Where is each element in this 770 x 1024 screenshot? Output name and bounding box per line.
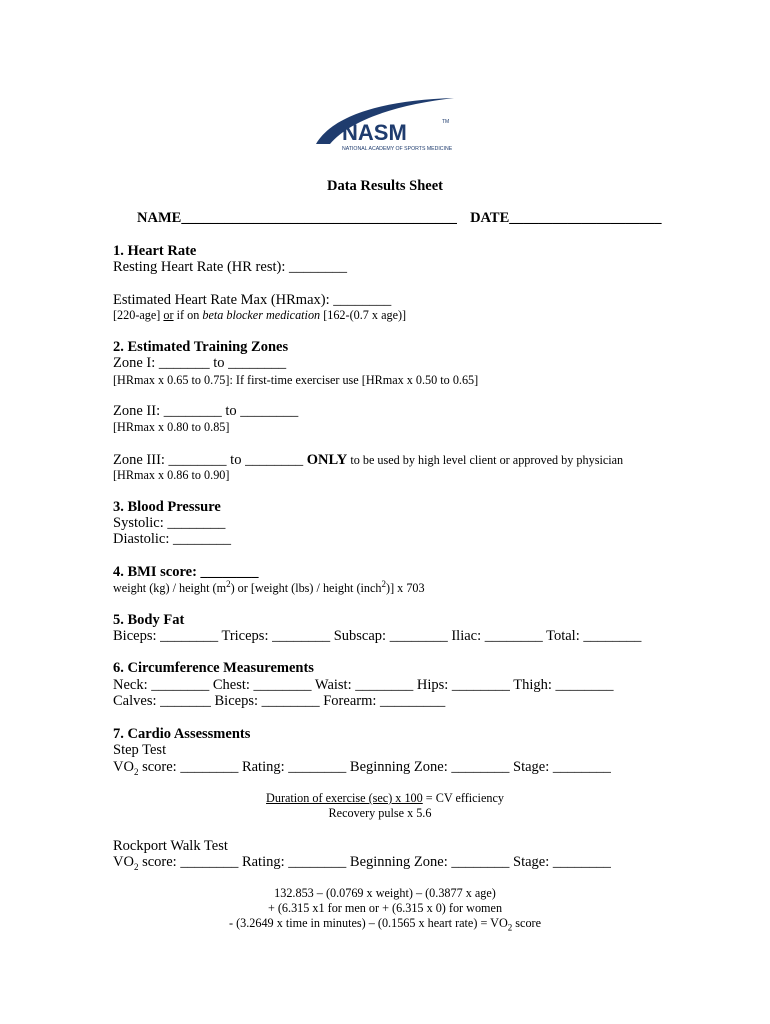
vo2-subscript: 2: [133, 766, 139, 777]
nasm-swoosh-icon: [312, 96, 458, 154]
logo-tagline: NATIONAL ACADEMY OF SPORTS MEDICINE: [342, 146, 453, 152]
vo2-fields[interactable]: score: ________ Rating: ________ Beginning Zone: ________ Stage: ________: [138, 759, 611, 775]
cv-numerator: Duration of exercise (sec) x 100: [266, 791, 423, 805]
formula-part: score: [512, 916, 542, 930]
bmi-score-field[interactable]: 4. BMI score: ________: [113, 564, 259, 580]
zone-3-restriction: to be used by high level client or approved by physician: [347, 453, 624, 467]
logo-tm: TM: [442, 119, 450, 125]
rockport-formula-line-3: [180, 916, 590, 931]
formula-part: )] x 703: [386, 581, 425, 595]
heart-rate-formula: [113, 308, 406, 323]
rockport-formula-line-2: + (6.315 x1 for men or + (6.315 x 0) for women: [267, 901, 503, 915]
logo-wordmark: NASM: [342, 120, 407, 145]
heart-rate-heading: 1. Heart Rate: [113, 243, 197, 259]
rockport-formula-line-1: 132.853 – (0.0769 x weight) – (0.3877 x age): [274, 886, 496, 900]
formula-part: if on: [173, 308, 203, 322]
formula-part: - (3.2649 x time in minutes) – (0.1565 x heart rate) = VO: [228, 916, 508, 930]
step-test-label: Step Test: [113, 742, 167, 758]
training-zones-heading: 2. Estimated Training Zones: [113, 339, 289, 355]
zone-3-row: [113, 451, 623, 469]
formula-superscript: 2: [226, 578, 231, 589]
formula-part: [220-age]: [113, 308, 164, 322]
diastolic-field[interactable]: Diastolic: ________: [113, 531, 232, 547]
date-field[interactable]: _____________________: [509, 210, 662, 226]
vo2-fields[interactable]: score: ________ Rating: ________ Beginning Zone: ________ Stage: ________: [138, 854, 611, 870]
formula-subscript: 2: [507, 922, 513, 933]
zone-1-note: [HRmax x 0.65 to 0.75]: If first-time exerciser use [HRmax x 0.50 to 0.65]: [113, 373, 479, 387]
zone-3-note: [HRmax x 0.86 to 0.90]: [113, 468, 230, 482]
zone-1-field[interactable]: Zone I: _______ to ________: [113, 355, 287, 371]
body-fat-fields[interactable]: Biceps: ________ Triceps: ________ Subscap: ________ Iliac: ________ Total: ________: [113, 628, 642, 644]
formula-or: or: [163, 308, 174, 322]
name-label: NAME: [137, 210, 182, 226]
resting-heart-rate-field[interactable]: Resting Heart Rate (HR rest): ________: [113, 259, 347, 275]
nasm-logo: [312, 96, 458, 154]
rockport-label: Rockport Walk Test: [113, 838, 228, 854]
circumference-fields-2[interactable]: Calves: _______ Biceps: ________ Forearm: _________: [113, 693, 446, 709]
cv-result: = CV efficiency: [422, 791, 504, 805]
cv-efficiency-formula: [180, 791, 590, 806]
vo2-subscript: 2: [133, 861, 139, 872]
zone-3-field[interactable]: Zone III: ________ to ________: [113, 452, 307, 468]
formula-italic: beta blocker medication: [202, 308, 321, 322]
name-field[interactable]: ______________________________________: [181, 210, 457, 226]
max-heart-rate-field[interactable]: Estimated Heart Rate Max (HRmax): ________: [113, 292, 392, 308]
zone-3-only: ONLY: [306, 452, 348, 468]
circumference-fields-1[interactable]: Neck: ________ Chest: ________ Waist: ________ Hips: ________ Thigh: ________: [113, 677, 614, 693]
systolic-field[interactable]: Systolic: ________: [113, 515, 226, 531]
body-fat-heading: 5. Body Fat: [113, 612, 185, 628]
bmi-formula: [113, 578, 425, 596]
vo2-label: VO: [113, 854, 134, 870]
date-label: DATE: [470, 210, 510, 226]
formula-part: ) or [weight (lbs) / height (inch: [230, 581, 382, 595]
circumference-heading: 6. Circumference Measurements: [113, 660, 314, 676]
rockport-vo2-fields[interactable]: [113, 854, 611, 871]
zone-2-field[interactable]: Zone II: ________ to ________: [113, 403, 299, 419]
name-date-row: [137, 210, 662, 227]
cv-denominator: Recovery pulse x 5.6: [328, 806, 432, 820]
blood-pressure-heading: 3. Blood Pressure: [113, 499, 221, 515]
vo2-label: VO: [113, 759, 134, 775]
formula-part: [162-(0.7 x age)]: [320, 308, 407, 322]
cardio-heading: 7. Cardio Assessments: [113, 726, 251, 742]
page-title: Data Results Sheet: [327, 178, 443, 194]
step-test-vo2-fields[interactable]: [113, 759, 611, 776]
formula-superscript: 2: [381, 578, 387, 589]
formula-part: weight (kg) / height (m: [113, 581, 227, 595]
zone-2-note: [HRmax x 0.80 to 0.85]: [113, 420, 230, 434]
